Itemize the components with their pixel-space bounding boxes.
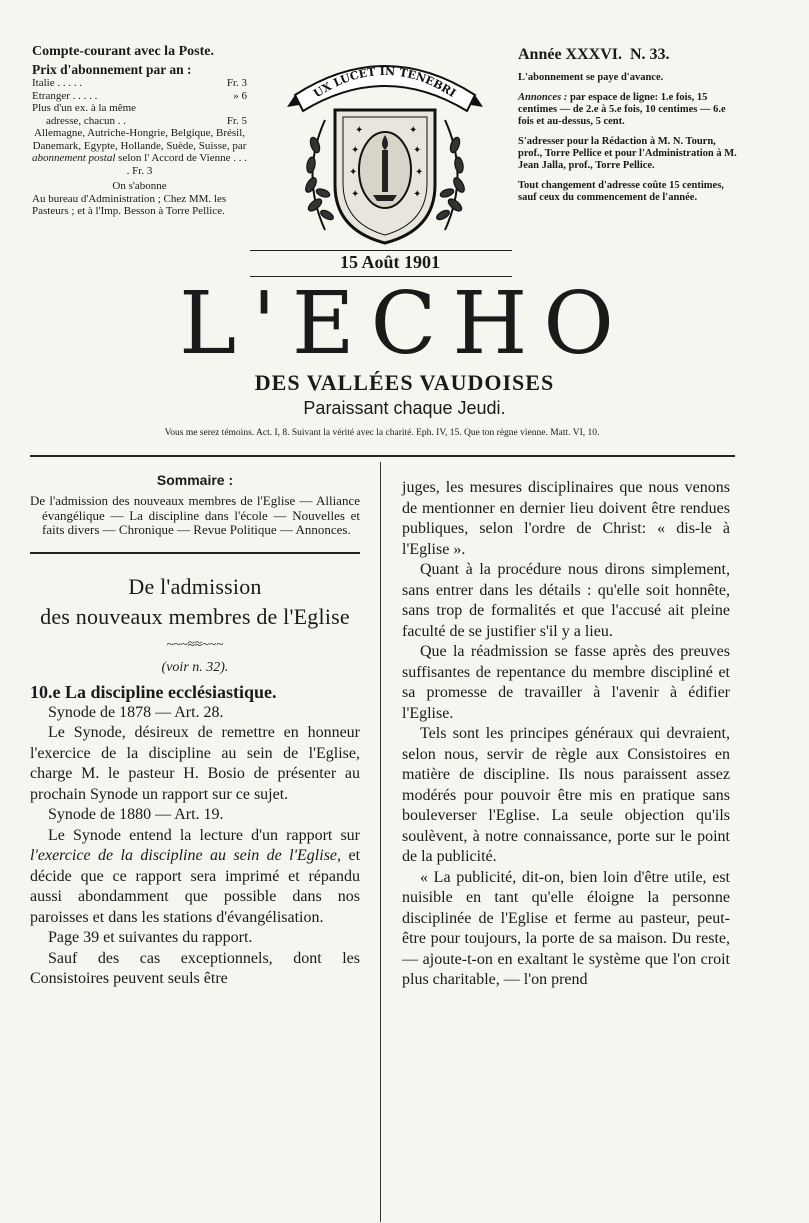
subscription-info	[32, 44, 247, 218]
paragraph: Le Synode, désireux de remettre en honneur l'exercice de la discipline au sein de l'Eglise, charge M. le pasteur H. Bosio de présenter au prochain Synode un rapport sur ce sujet.	[30, 724, 360, 803]
paragraph: « La publicité, dit-on, bien loin d'être utile, est nuisible en tant qu'elle éloigne la personne disciplinée de l'Eglise et ferme au pasteur, peut-être pour toujours, la porte de sa maison. Du reste, — ajoute-t-on en exaltant le système que l'on croit plus charitable, — l'on prend	[402, 868, 730, 988]
price-row: adresse, chacun . . Fr. 5	[46, 114, 247, 127]
svg-text:✦: ✦	[413, 189, 422, 200]
contact-address: S'adresser pour la Rédaction à M. N. Tourn, prof., Torre Pellice et pour l'Administration à M. Jean Jalla, prof., Torre Pellice.	[518, 136, 737, 171]
svg-text:✦: ✦	[349, 167, 358, 178]
price-row: Italie . . . . . Fr. 3	[32, 77, 247, 89]
crest-icon	[285, 55, 485, 250]
ornament-divider: ~~~≈≈~~~	[166, 635, 224, 651]
issue-number: Année XXXVI. N. 33.	[518, 46, 670, 63]
price-heading: Prix d'abonnement par an :	[32, 62, 192, 77]
newspaper-subtitle: DES VALLÉES VAUDOISES	[254, 370, 555, 395]
price-row: Etranger . . . . . » 6	[32, 89, 247, 102]
section-rule	[30, 552, 360, 554]
svg-text:✦: ✦	[351, 145, 360, 156]
paragraph: juges, les mesures disciplinaires que nous venons de mentionner en dernier lieu doivent être rendues publiques, selon l'ordre de Christ: « dis-le à l'Eglise ».	[402, 479, 730, 558]
svg-text:✦: ✦	[355, 125, 364, 136]
left-column	[30, 472, 360, 990]
masthead-rule	[30, 455, 735, 457]
address-change-note: Tout changement d'adresse coûte 15 centimes, sauf ceux du commencement de l'année.	[518, 180, 724, 203]
svg-text:✦: ✦	[413, 145, 422, 156]
scripture-motto: Vous me serez témoins. Act. I, 8. Suivant la vérité avec la charité. Eph. IV, 15. Que ton règne vienne. Matt. VI, 10.	[164, 428, 600, 438]
paragraph: Page 39 et suivantes du rapport.	[48, 929, 253, 946]
sommaire-text: De l'admission des nouveaux membres de l'Eglise — Alliance évangélique — La discipline dans l'école — Nouvelles et faits divers — Chronique — Revue Politique — Annonces.	[30, 493, 360, 537]
see-reference: (voir n. 32).	[161, 659, 229, 675]
date-rule	[250, 250, 512, 251]
price-row: Plus d'un ex. à la même	[32, 102, 137, 114]
section-heading: 10.e La discipline ecclésiastique.	[30, 681, 277, 702]
sommaire-heading: Sommaire :	[156, 472, 234, 488]
newspaper-title: L'ECHO	[179, 274, 630, 374]
countries-list: Allemagne, Autriche-Hongrie, Belgique, Brésil, Danemark, Egypte, Hollande, Suède, Suisse, par abonnement postal selon l' Accord de Vienne . . . . Fr. 3	[32, 127, 247, 177]
newspaper-tagline: Paraissant chaque Jeudi.	[303, 398, 506, 418]
crest-motto: UX LUCET IN TENEBRI	[311, 64, 459, 101]
article-title: De l'admission des nouveaux membres de l'Eglise	[40, 573, 350, 629]
right-column	[402, 478, 730, 991]
article-body	[30, 703, 360, 990]
issue-date: 15 Août 1901	[339, 252, 440, 272]
svg-text:✦: ✦	[351, 189, 360, 200]
paragraph: Quant à la procédure nous dirons simplement, sans entrer dans les détails : qu'elle soit honnête, sans trop de formalités et que l'accusé ait pleine faculté de se justifier s'il y a lieu.	[402, 561, 730, 640]
postal-account-line: Compte-courant avec la Poste.	[32, 44, 214, 59]
paragraph: Sauf des cas exceptionnels, dont les Consistoires peuvent seuls être	[30, 949, 360, 987]
svg-text:✦: ✦	[409, 125, 418, 136]
paragraph: Que la réadmission se fasse après des preuves suffisantes de repentance du membre discipliné et sa promesse de travailler à l'avenir à édifier l'Eglise.	[402, 643, 730, 722]
crest-emblem	[285, 55, 485, 250]
paragraph: Tels sont les principes généraux qui devraient, selon nous, servir de règle aux Consistoires en matière de discipline. Ils nous paraissent assez modérés pour pouvoir être mis en pratique sans bouleverser l'Eglise. La seule objection qu'ils soulèvent, à notre connaissance, porte sur le point de la publicité.	[402, 725, 730, 865]
paragraph: Synode de 1880 — Art. 19.	[48, 806, 224, 823]
advance-payment-note: L'abonnement se paye d'avance.	[518, 72, 664, 83]
paragraph: Synode de 1878 — Art. 28.	[48, 703, 224, 721]
column-separator	[380, 462, 381, 1222]
subscribe-heading: On s'abonne	[112, 180, 167, 192]
svg-text:✦: ✦	[415, 167, 424, 178]
ads-rates: Annonces : par espace de ligne: 1.e fois, 15 centimes — de 2.e à 5.e fois, 10 centimes — 6.e fois et au-dessus, 5 cent.	[518, 92, 726, 127]
paragraph: Le Synode entend la lecture d'un rapport sur l'exercice de la discipline au sein de l'Eglise, et décide que ce rapport sera imprimé et répandu aussi abondamment que possible dans nos paroisses et dans les stations d'évangélisation.	[30, 826, 361, 926]
subscribe-text: Au bureau d'Administration ; Chez MM. les Pasteurs ; et à l'Imp. Besson à Torre Pellice.	[32, 192, 227, 217]
issue-info	[518, 46, 740, 204]
